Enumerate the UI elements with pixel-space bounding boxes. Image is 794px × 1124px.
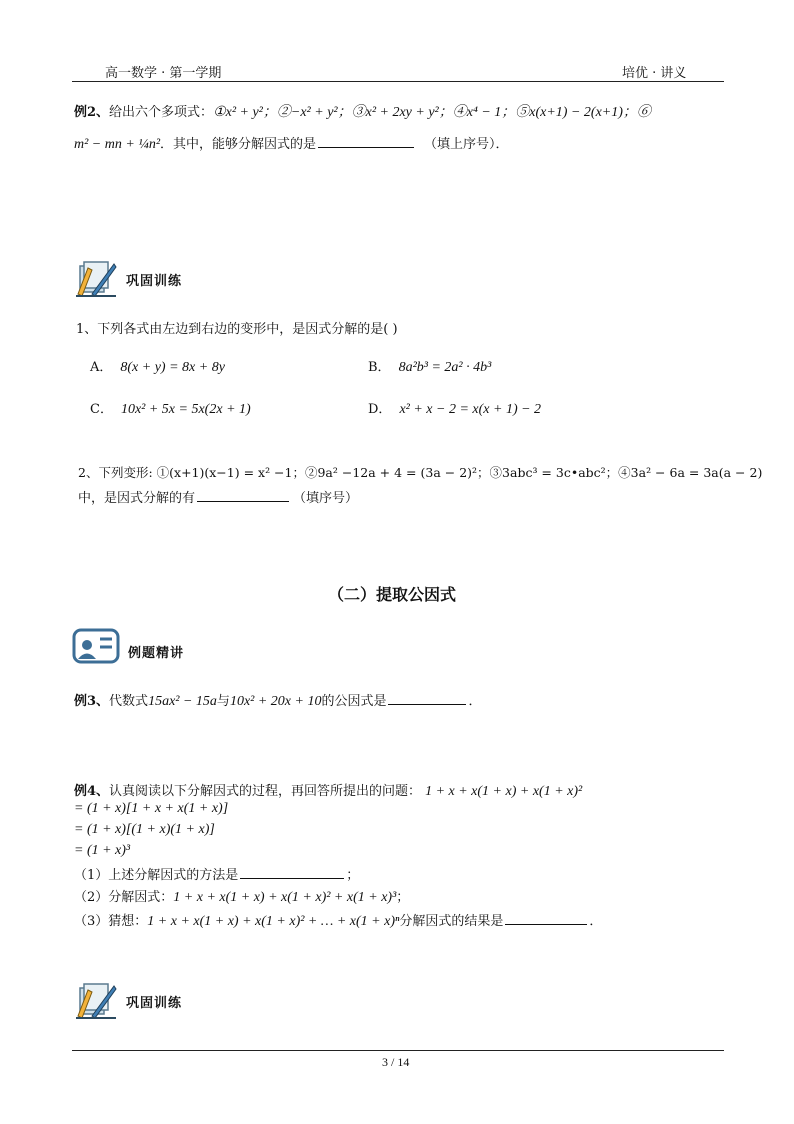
example-4-sub-3-math: 1 + x + x(1 + x) + x(1 + x)² + … + x(1 + x)ⁿ bbox=[147, 914, 400, 929]
question-2-answer-blank[interactable] bbox=[197, 489, 289, 502]
example-2-items: ①x² + y²；②−x² + y²；③x² + 2xy + y²；④x⁴ − 1；⑤x(x+1) − 2(x+1)；⑥ bbox=[213, 105, 651, 120]
example-4-sub-2-text: （2）分解因式： bbox=[74, 890, 174, 905]
example-4-label: 例4、 bbox=[74, 784, 110, 799]
example-3-text-c: 的公因式是 bbox=[321, 694, 387, 709]
header-left: 高一数学 · 第一学期 bbox=[105, 66, 222, 81]
page-number: 3 / 14 bbox=[382, 1055, 410, 1069]
question-2-suffix: （填序号） bbox=[293, 491, 359, 506]
example-3 bbox=[74, 690, 482, 710]
example-2-line-2 bbox=[74, 133, 509, 153]
option-c-label: C． bbox=[90, 402, 113, 417]
option-c[interactable] bbox=[90, 398, 251, 418]
example-2-line-1 bbox=[74, 101, 651, 121]
header-rule bbox=[72, 81, 724, 82]
example-2-answer-blank[interactable] bbox=[318, 135, 414, 148]
example-4-sub-2-math: 1 + x + x(1 + x) + x(1 + x)² + x(1 + x)³ bbox=[173, 890, 397, 905]
question-1-stem: 1、下列各式由左边到右边的变形中，是因式分解的是( ) bbox=[76, 322, 398, 337]
example-4-step-2: = (1 + x)[(1 + x)(1 + x)] bbox=[74, 822, 215, 837]
practice-icon bbox=[74, 256, 118, 298]
example-4-sub-3-blank[interactable] bbox=[505, 912, 587, 925]
option-b-label: B． bbox=[368, 360, 391, 375]
example-2-tail: （填上序号）． bbox=[424, 137, 509, 152]
practice-title-2: 巩固训练 bbox=[126, 996, 183, 1011]
section-title: （二）提取公因式 bbox=[328, 585, 457, 604]
example-2-label: 例2、 bbox=[74, 105, 110, 120]
option-a[interactable] bbox=[90, 356, 225, 376]
practice-title-1: 巩固训练 bbox=[126, 274, 183, 289]
example-4-sub-2 bbox=[74, 886, 409, 906]
example-4-sub-1-text: （1）上述分解因式的方法是 bbox=[74, 868, 239, 883]
option-d-label: D． bbox=[368, 402, 392, 417]
lecture-icon bbox=[72, 628, 120, 666]
example-2-question: ．其中，能够分解因式的是 bbox=[160, 137, 317, 152]
example-4-stem-math: 1 + x + x(1 + x) + x(1 + x)² bbox=[425, 784, 583, 799]
example-4-sub-3-tail: ． bbox=[589, 914, 603, 929]
option-b-expr: 8a²b³ = 2a² · 4b³ bbox=[398, 360, 492, 375]
example-3-tail: ． bbox=[468, 694, 482, 709]
example-2-intro: 给出六个多项式： bbox=[109, 105, 214, 120]
example-3-text-a: 代数式 bbox=[109, 694, 149, 709]
question-2-prefix: 中，是因式分解的有 bbox=[78, 491, 196, 506]
footer-rule bbox=[72, 1050, 724, 1051]
practice-icon bbox=[74, 978, 118, 1020]
example-4-stem-text: 认真阅读以下分解因式的过程，再回答所提出的问题： bbox=[109, 784, 422, 799]
example-4-sub-3 bbox=[74, 910, 602, 930]
example-4-sub-3-mid: 分解因式的结果是 bbox=[399, 914, 504, 929]
example-3-math-b: 10x² + 20x + 10 bbox=[229, 694, 322, 709]
lecture-title: 例题精讲 bbox=[128, 646, 185, 661]
example-3-text-b: 与 bbox=[216, 694, 230, 709]
example-3-answer-blank[interactable] bbox=[388, 692, 466, 705]
example-3-math-a: 15ax² − 15a bbox=[148, 694, 217, 709]
example-4-sub-1-tail: ； bbox=[346, 868, 360, 883]
option-a-expr: 8(x + y) = 8x + 8y bbox=[120, 360, 225, 375]
header-right: 培优 · 讲义 bbox=[622, 66, 687, 81]
option-b[interactable] bbox=[368, 356, 491, 376]
example-3-label: 例3、 bbox=[74, 694, 110, 709]
example-4-stem bbox=[74, 780, 582, 800]
example-4-sub-3-text: （3）猜想： bbox=[74, 914, 148, 929]
question-2-line-1: 2、下列变形: ①(x+1)(x−1) = x² −1；②9a² −12a + 4 = (3a − 2)²；③3abc³ = 3c•abc²；④3a² − 6a = 3a(a − 2) bbox=[78, 465, 763, 480]
option-d[interactable] bbox=[368, 398, 541, 418]
option-c-expr: 10x² + 5x = 5x(2x + 1) bbox=[120, 402, 251, 417]
example-4-step-1: = (1 + x)[1 + x + x(1 + x)] bbox=[74, 801, 229, 816]
option-d-expr: x² + x − 2 = x(x + 1) − 2 bbox=[399, 402, 542, 417]
question-2-line-2 bbox=[78, 487, 358, 506]
example-4-sub-2-tail: ； bbox=[396, 890, 410, 905]
example-4-step-3: = (1 + x)³ bbox=[74, 843, 131, 858]
option-a-label: A． bbox=[90, 360, 113, 375]
example-4-sub-1-blank[interactable] bbox=[240, 866, 344, 879]
example-4-sub-1 bbox=[74, 864, 359, 883]
example-2-math: m² − mn + ¼n² bbox=[74, 137, 161, 152]
